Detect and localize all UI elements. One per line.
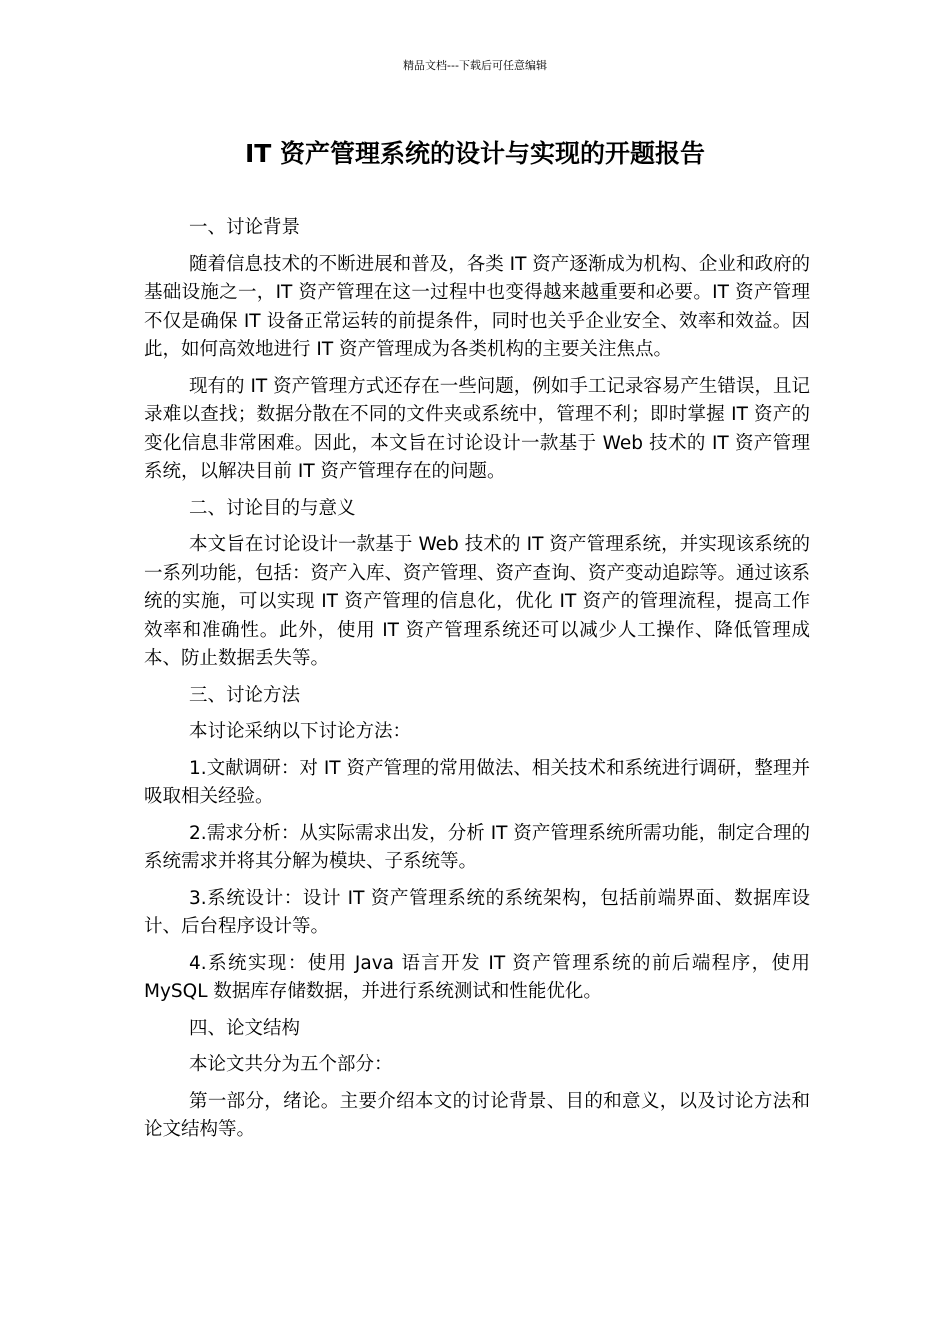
paragraph: 本论文共分为五个部分： — [189, 1054, 393, 1075]
section-heading-background: 一、讨论背景 — [189, 217, 301, 238]
paragraph: 本文旨在讨论设计一款基于 Web 技术的 IT 资产管理系统，并实现该系统的一系列功能，包括：资产入库、资产管理、资产查询、资产变动追踪等。通过该系统的实施，可以实现 IT 资产管理的信息化，优化 IT 资产的管理流程，提高工作效率和准确性。此外，使用 IT 资产管理系统还可以减少人工操作、降低管理成本、防止数据丢失等。 — [144, 534, 811, 669]
section-heading-methods: 三、讨论方法 — [189, 684, 301, 706]
list-item: 1.文献调研：对 IT 资产管理的常用做法、相关技术和系统进行调研，整理并吸取相关经验。 — [144, 757, 810, 807]
paragraph: 现有的 IT 资产管理方式还存在一些问题，例如手工记录容易产生错误，且记录难以查找；数据分散在不同的文件夹或系统中，管理不利；即时掌握 IT 资产的变化信息非常困难。因此，本文旨在讨论设计一款基于 Web 技术的 IT 资产管理系统，以解决目前 IT 资产管理存在的问题。 — [144, 375, 810, 482]
list-item: 3.系统设计：设计 IT 资产管理系统的系统架构，包括前端界面、数据库设计、后台程序设计等。 — [144, 887, 810, 937]
paragraph: 本讨论采纳以下讨论方法： — [189, 721, 412, 742]
header-note: 精品文档---下载后可任意编辑 — [403, 59, 547, 72]
list-item: 2.需求分析：从实际需求出发，分析 IT 资产管理系统所需功能，制定合理的系统需求并将其分解为模块、子系统等。 — [144, 822, 810, 872]
section-heading-purpose: 二、讨论目的与意义 — [189, 497, 356, 519]
paragraph: 随着信息技术的不断进展和普及，各类 IT 资产逐渐成为机构、企业和政府的基础设施之一，IT 资产管理在这一过程中也变得越来越重要和必要。IT 资产管理不仅是确保 IT 设备正常运转的前提条件，同时也关乎企业安全、效率和效益。因此，如何高效地进行 IT 资产管理成为各类机构的主要关注焦点。 — [144, 253, 810, 360]
list-item: 4.系统实现：使用 Java 语言开发 IT 资产管理系统的前后端程序，使用 MySQL 数据库存储数据，并进行系统测试和性能优化。 — [144, 952, 810, 1002]
section-heading-structure: 四、论文结构 — [189, 1017, 301, 1039]
paragraph: 第一部分，绪论。主要介绍本文的讨论背景、目的和意义，以及讨论方法和论文结构等。 — [144, 1090, 810, 1140]
document-title: IT 资产管理系统的设计与实现的开题报告 — [244, 139, 706, 168]
document-body — [144, 214, 810, 1153]
